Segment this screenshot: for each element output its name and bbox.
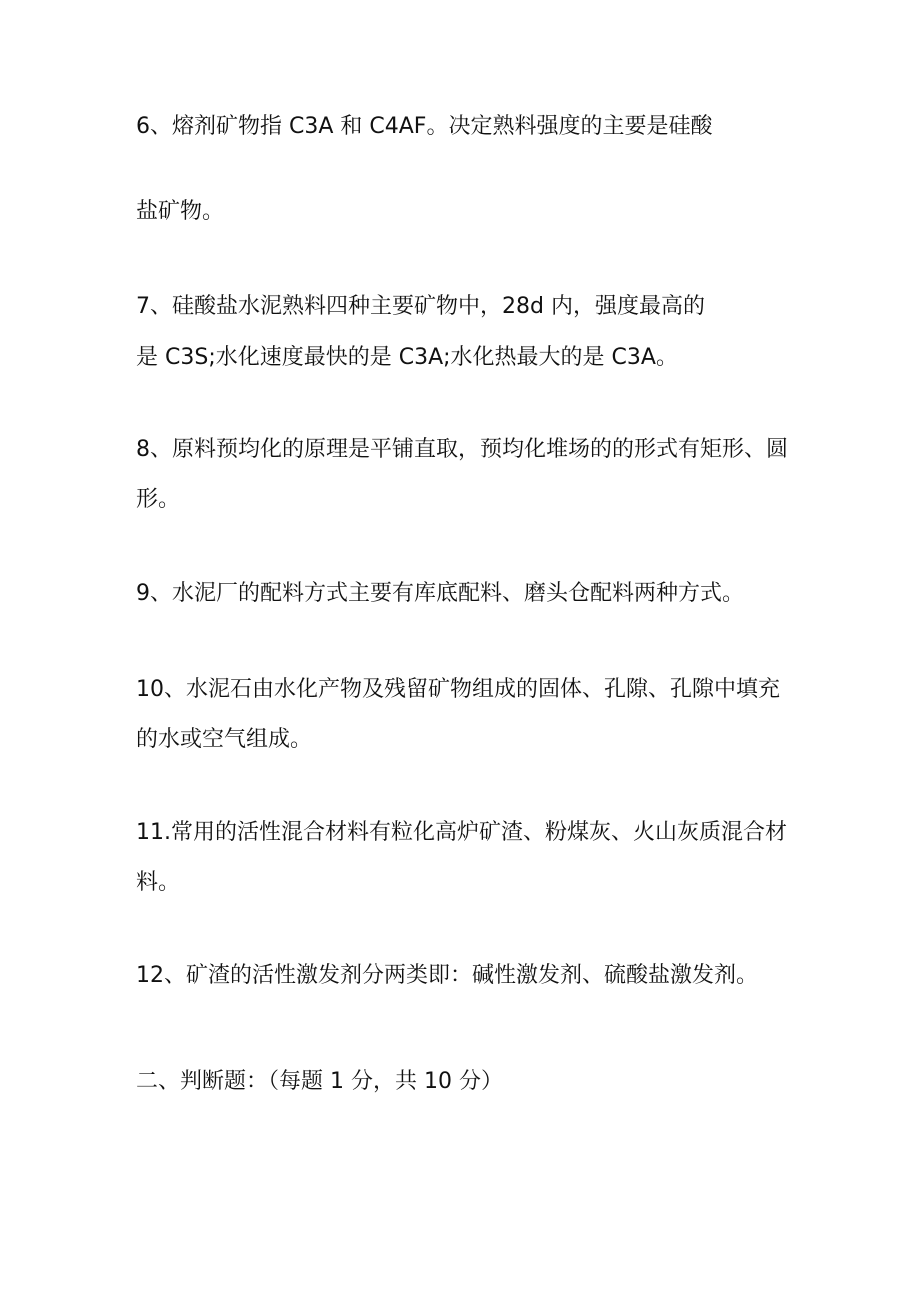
item-10-line-1: 10、水泥石由水化产物及残留矿物组成的固体、孔隙、孔隙中填充 bbox=[136, 677, 780, 702]
item-11-line-1: 11.常用的活性混合材料有粒化高炉矿渣、粉煤灰、火山灰质混合材 bbox=[136, 820, 787, 845]
item-6-line-2: 盐矿物。 bbox=[136, 199, 225, 224]
item-9-line-1: 9、水泥厂的配料方式主要有库底配料、磨头仓配料两种方式。 bbox=[136, 581, 744, 606]
item-7-line-1: 7、硅酸盐水泥熟料四种主要矿物中，28d 内，强度最高的 bbox=[136, 294, 705, 319]
item-8-line-1: 8、原料预均化的原理是平铺直取，预均化堆场的的形式有矩形、圆 bbox=[136, 437, 788, 462]
item-11-line-2: 料。 bbox=[136, 870, 181, 895]
item-10-line-2: 的水或空气组成。 bbox=[136, 727, 313, 752]
item-6-line-1: 6、熔剂矿物指 C3A 和 C4AF。决定熟料强度的主要是硅酸 bbox=[136, 114, 713, 139]
item-8-line-2: 形。 bbox=[136, 487, 181, 512]
item-12-line-1: 12、矿渣的活性激发剂分两类即：碱性激发剂、硫酸盐激发剂。 bbox=[136, 963, 758, 988]
item-7-line-2: 是 C3S;水化速度最快的是 C3A;水化热最大的是 C3A。 bbox=[136, 345, 678, 370]
section-heading: 二、判断题：（每题 1 分，共 10 分） bbox=[136, 1069, 503, 1094]
